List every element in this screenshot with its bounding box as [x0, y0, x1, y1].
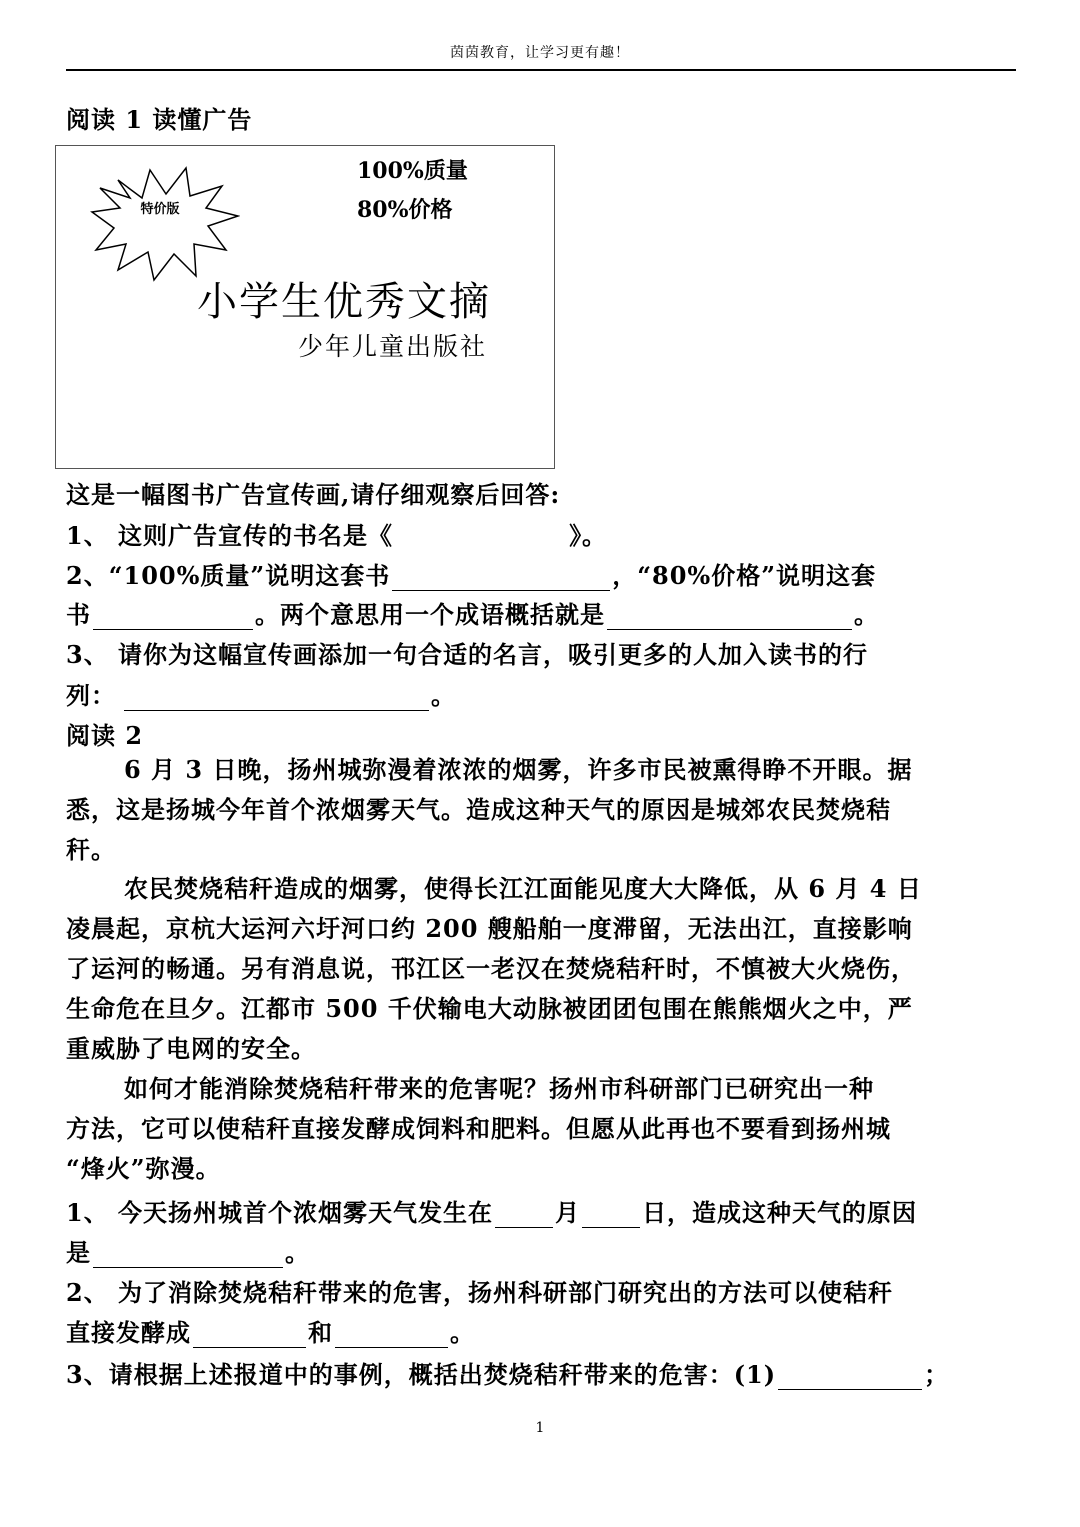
- r2-q1-text-is: 是: [66, 1238, 91, 1267]
- quote-answer-blank[interactable]: [124, 686, 429, 711]
- harm-1-answer-blank[interactable]: [778, 1365, 922, 1390]
- paragraph-1-line-1: 6 月 3 日晚，扬州城弥漫着浓浓的烟雾，许多市民被熏得睁不开眼。据: [124, 755, 913, 784]
- paragraph-2-line-2: 凌晨起，京杭大运河六圩河口约 200 艘船舶一度滞留，无法出江，直接影响: [66, 914, 913, 943]
- reading1-question-3-line2: [66, 676, 456, 711]
- r2-q2-text-start: 直接发酵成: [66, 1318, 191, 1347]
- day-answer-blank[interactable]: [582, 1203, 640, 1228]
- q1-text-end: 》。: [569, 521, 608, 550]
- reading2-paragraph-2: [66, 869, 1016, 1069]
- paragraph-3-line-1: 如何才能消除焚烧秸秆带来的危害呢？扬州市科研部门已研究出一种: [124, 1074, 874, 1103]
- r2-q3-text-start: 3、请根据上述报道中的事例，概括出焚烧秸秆带来的危害：(1): [66, 1360, 777, 1389]
- paragraph-2-line-5: 重威胁了电网的安全。: [66, 1034, 316, 1063]
- paragraph-2-line-4: 生命危在旦夕。江都市 500 千伏输电大动脉被团团包围在熊熊烟火之中，严: [66, 994, 913, 1023]
- ad-book-title: 小学生优秀文摘: [197, 279, 491, 325]
- r2-q2-text-end: 。: [450, 1318, 475, 1347]
- q2-text-mid: ，“80%价格”说明这套: [612, 561, 877, 590]
- ad-quality-text: 100%质量: [357, 158, 468, 184]
- reading1-question-1: [66, 516, 607, 551]
- product-2-answer-blank[interactable]: [335, 1323, 448, 1348]
- product-1-answer-blank[interactable]: [193, 1323, 306, 1348]
- paragraph-1-line-3: 秆。: [66, 835, 116, 864]
- r2-q1-text-start: 1、 今天扬州城首个浓烟雾天气发生在: [66, 1198, 494, 1227]
- paragraph-2-line-1: 农民焚烧秸秆造成的烟雾，使得长江江面能见度大大降低，从 6 月 4 日: [124, 874, 922, 903]
- quality-answer-blank[interactable]: [392, 566, 610, 591]
- q3-text-end: 。: [431, 681, 456, 710]
- q2-text-start: 2、“100%质量”说明这套书: [66, 561, 391, 590]
- reading2-title: 阅读 2: [66, 721, 144, 750]
- idiom-answer-blank[interactable]: [607, 605, 852, 630]
- r2-q1-text-month: 月: [555, 1198, 581, 1227]
- reading2-paragraph-1: [66, 750, 1016, 870]
- reading2-question-1-line1: [66, 1193, 917, 1228]
- starburst-badge-icon: [90, 160, 240, 285]
- paragraph-2-line-3: 了运河的畅通。另有消息说，邗江区一老汉在焚烧秸秆时，不慎被大火烧伤，: [66, 954, 916, 983]
- page-number: 1: [535, 1420, 545, 1436]
- paragraph-3-line-2: 方法，它可以使秸秆直接发酵成饲料和肥料。但愿从此再也不要看到扬州城: [66, 1114, 891, 1143]
- q1-text-start: 1、 这则广告宣传的书名是《: [66, 521, 394, 550]
- header-divider: [66, 69, 1016, 71]
- reading2-question-3: [66, 1355, 949, 1390]
- q2-text-idiom: 。两个意思用一个成语概括就是: [255, 600, 605, 629]
- r2-q1-text-cause: 日，造成这种天气的原因: [642, 1198, 918, 1227]
- ad-price-text: 80%价格: [357, 197, 453, 223]
- reading1-question-2-line1: [66, 556, 876, 591]
- month-answer-blank[interactable]: [495, 1203, 553, 1228]
- reading1-title: 阅读 1 读懂广告: [66, 105, 253, 134]
- ad-publisher: 少年儿童出版社: [298, 332, 488, 361]
- reading2-question-2-line1: 2、 为了消除焚烧秸秆带来的危害，扬州科研部门研究出的方法可以使秸秆: [66, 1278, 894, 1307]
- reading2-paragraph-3: [66, 1069, 1016, 1189]
- cause-answer-blank[interactable]: [93, 1243, 283, 1268]
- reading1-question-2-line2: [66, 595, 879, 630]
- paragraph-3-line-3: “烽火”弥漫。: [66, 1154, 221, 1183]
- reading2-question-1-line2: [66, 1233, 310, 1268]
- q2-text-end: 。: [854, 600, 879, 629]
- page-header: 茵茵教育，让学习更有趣！: [450, 45, 630, 61]
- r2-q3-text-end: ；: [924, 1360, 950, 1389]
- q3-text-start: 列：: [66, 681, 116, 710]
- reading2-question-2-line2: [66, 1313, 475, 1348]
- paragraph-1-line-2: 悉，这是扬城今年首个浓烟雾天气。造成这种天气的原因是城郊农民焚烧秸: [66, 795, 891, 824]
- reading1-intro: 这是一幅图书广告宣传画,请仔细观察后回答:: [66, 480, 561, 509]
- reading1-question-3-line1: 3、 请你为这幅宣传画添加一句合适的名言，吸引更多的人加入读书的行: [66, 640, 869, 669]
- ad-badge-text: 特价版: [140, 202, 180, 217]
- q2-text-book: 书: [66, 600, 91, 629]
- r2-q1-text-end: 。: [285, 1238, 310, 1267]
- r2-q2-text-and: 和: [308, 1318, 333, 1347]
- price-answer-blank[interactable]: [93, 605, 253, 630]
